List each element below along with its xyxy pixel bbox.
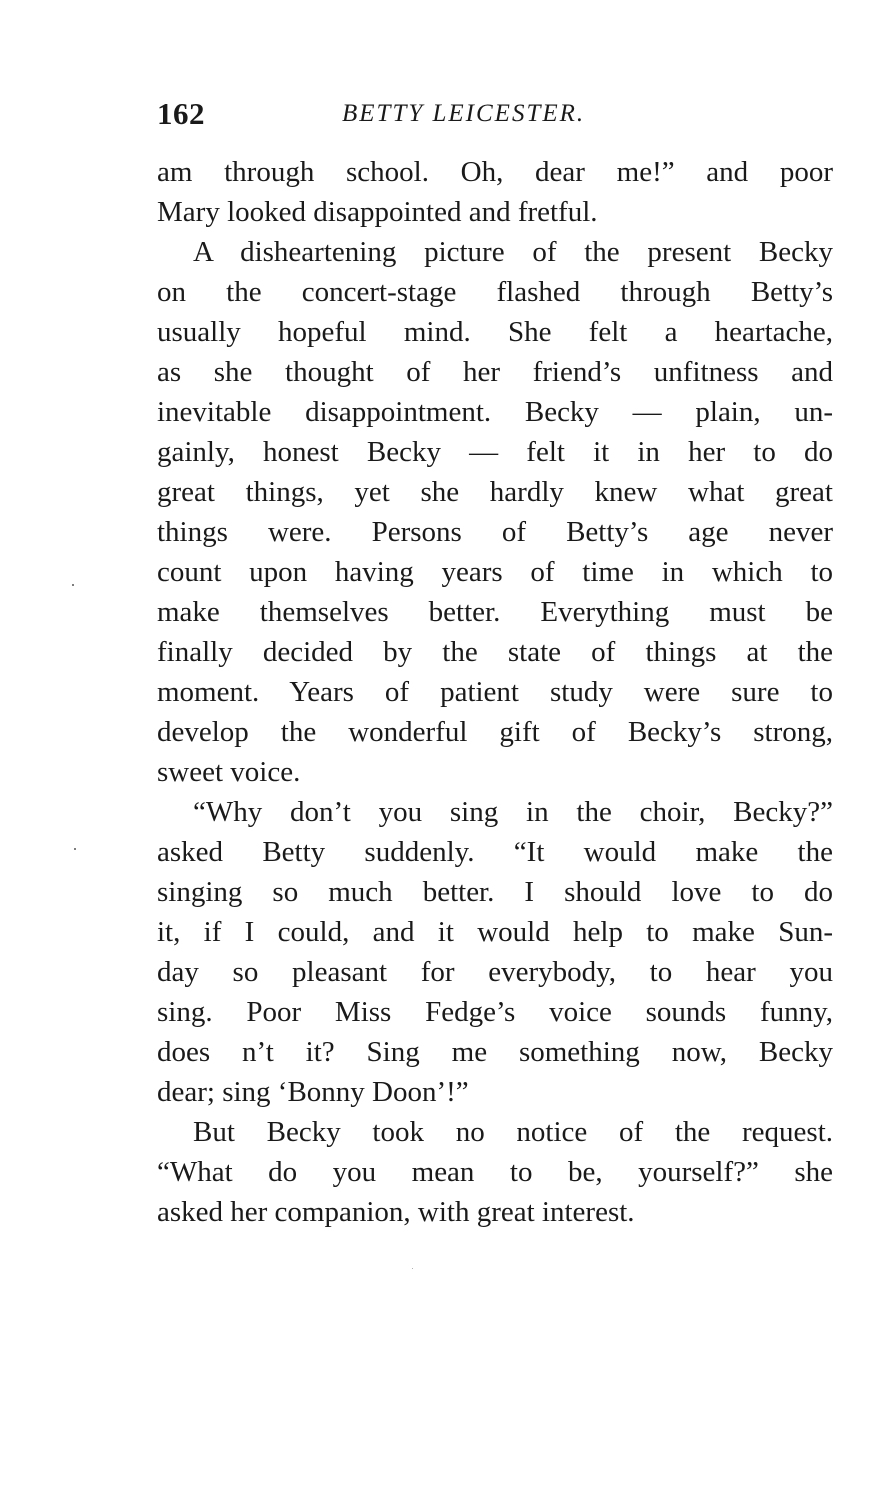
text-line: singing so much better. I should love to do [157,876,833,908]
text-line: dear; sing ‘Bonny Doon’!” [157,1076,469,1108]
text-line: Mary looked disappointed and fretful. [157,196,598,228]
text-line: asked her companion, with great interest. [157,1196,635,1228]
text-line: great things, yet she hardly knew what great [157,476,833,508]
text-line: it, if I could, and it would help to make Sun- [157,916,833,948]
text-line: as she thought of her friend’s unfitness and [157,356,833,388]
text-line: does n’t it? Sing me something now, Becky [157,1036,833,1068]
text-line: A disheartening picture of the present Becky [193,236,833,268]
text-line: usually hopeful mind. She felt a heartache, [157,316,833,348]
running-title: BETTY LEICESTER. [342,100,586,127]
text-line: count upon having years of time in which to [157,556,833,588]
text-line: moment. Years of patient study were sure to [157,676,833,708]
text-line: make themselves better. Everything must be [157,596,833,628]
scan-speck [74,848,76,850]
text-line: things were. Persons of Betty’s age never [157,516,833,548]
text-line: gainly, honest Becky — felt it in her to do [157,436,833,468]
text-line: day so pleasant for everybody, to hear you [157,956,833,988]
book-page [157,96,833,1232]
scan-speck [72,584,74,586]
running-head [157,96,833,140]
page-number: 162 [157,96,205,131]
text-line: inevitable disappointment. Becky — plain, un- [157,396,833,428]
text-line: asked Betty suddenly. “It would make the [157,836,833,868]
text-line: am through school. Oh, dear me!” and poor [157,156,833,188]
text-line: “Why don’t you sing in the choir, Becky?” [193,796,833,828]
text-line: But Becky took no notice of the request. [193,1116,833,1148]
scan-speck [412,1268,413,1269]
text-line: on the concert-stage flashed through Betty’s [157,276,833,308]
text-line: finally decided by the state of things at the [157,636,833,668]
text-line: sing. Poor Miss Fedge’s voice sounds funny, [157,996,833,1028]
text-line: sweet voice. [157,756,301,788]
text-line: develop the wonderful gift of Becky’s strong, [157,716,833,748]
body-text [157,152,833,1232]
text-line: “What do you mean to be, yourself?” she [157,1156,833,1188]
